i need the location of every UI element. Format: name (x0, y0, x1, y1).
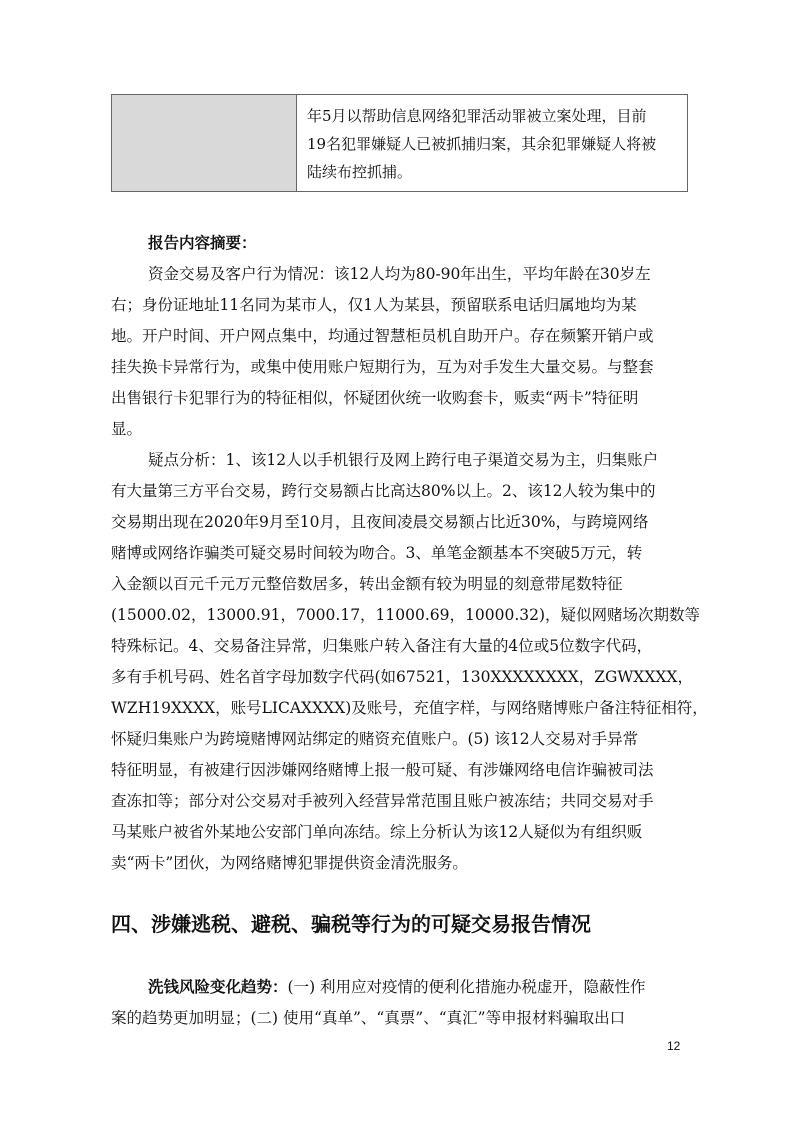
paragraph-line: 交易期出现在2020年9月至10月，且夜间凌晨交易额占比近30%，与跨境网络 (111, 513, 649, 531)
paragraph-line: (15000.02，13000.91，7000.17，11000.69，10000.32)，疑似网赌场次期数等 (111, 606, 701, 624)
paragraph-line: 马某账户被省外某地公安部门单向冻结。综上分析认为该12人疑似为有组织贩 (111, 823, 643, 841)
paragraph-line: 特殊标记。4、交易备注异常，归集账户转入备注有大量的4位或5位数字代码， (111, 637, 653, 655)
table-text-cell (297, 95, 687, 191)
paragraph-line: 卖“两卡”团伙，为网络赌博犯罪提供资金清洗服务。 (111, 854, 468, 872)
paragraph-line: 地。开户时间、开户网点集中，均通过智慧柜员机自助开户。存在频繁开销户或 (111, 327, 654, 345)
paragraph-line: 特征明显，有被建行因涉嫌网络赌博上报一般可疑、有涉嫌网络电信诈骗被司法 (111, 761, 654, 779)
paragraph-line: 怀疑归集账户为跨境赌博网站绑定的赌资充值账户。(5) 该12人交易对手异常 (111, 730, 639, 748)
paragraph-line (148, 975, 646, 997)
paragraph-line: 多有手机号码、姓名首字母加数字代码(如67521，130XXXXXXXX，ZGWXXXX， (111, 668, 693, 686)
trend-text: (一) 利用应对疫情的便利化措施办税虚开，隐蔽性作 (287, 978, 646, 996)
paragraph-line: WZH19XXXX，账号LICAXXXX)及账号，充值字样，与网络赌博账户备注特征相符， (111, 699, 708, 717)
paragraph-line: 案的趋势更加明显；(二) 使用“真单”、“真票”、“真汇”等申报材料骗取出口 (111, 1009, 626, 1027)
table-line: 19名犯罪嫌疑人已被抓捕归案，其余犯罪嫌疑人将被 (307, 135, 657, 153)
section-title: 四、涉嫌逃税、避税、骗税等行为的可疑交易报告情况 (111, 912, 591, 936)
table-shaded-cell (112, 95, 297, 191)
paragraph-line: 查冻扣等；部分对公交易对手被列入经营异常范围且账户被冻结；共同交易对手 (111, 792, 654, 810)
table-line: 年5月以帮助信息网络犯罪活动罪被立案处理，目前 (307, 107, 647, 125)
case-table (111, 94, 688, 192)
paragraph-line: 疑点分析：1、该12人以手机银行及网上跨行电子渠道交易为主，归集账户 (148, 451, 659, 469)
table-line: 陆续布控抓捕。 (307, 163, 413, 181)
paragraph-line: 资金交易及客户行为情况：该12人均为80-90年出生，平均年龄在30岁左 (148, 265, 651, 283)
summary-heading: 报告内容摘要： (148, 234, 257, 252)
paragraph-line: 赌博或网络诈骗类可疑交易时间较为吻合。3、单笔金额基本不突破5万元，转 (111, 544, 643, 562)
paragraph-line: 出售银行卡犯罪行为的特征相似，怀疑团伙统一收购套卡，贩卖“两卡”特征明 (111, 389, 639, 407)
paragraph-line: 右；身份证地址11名同为某市人，仅1人为某县，预留联系电话归属地均为某 (111, 296, 637, 314)
paragraph-line: 挂失换卡异常行为，或集中使用账户短期行为，互为对手发生大量交易。与整套 (111, 358, 654, 376)
paragraph-line: 入金额以百元千元万元整倍数居多，转出金额有较为明显的刻意带尾数特征 (111, 575, 623, 593)
trend-label: 洗钱风险变化趋势： (148, 978, 288, 996)
paragraph-line: 有大量第三方平台交易，跨行交易额占比高达80%以上。2、该12人较为集中的 (111, 482, 656, 500)
paragraph-line: 显。 (111, 420, 143, 438)
page-number: 12 (667, 1039, 681, 1053)
